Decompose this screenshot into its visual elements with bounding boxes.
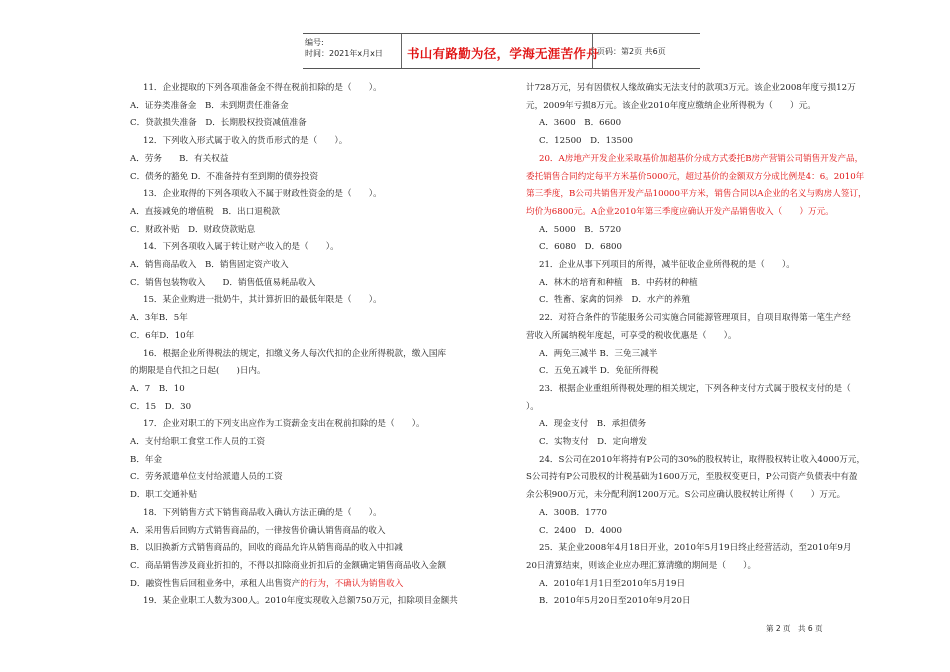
text-line [127,133,487,151]
line-text: A．直接减免的增值税 B．出口退税款 [130,206,281,217]
line-text: 20．A房地产开发企业采取基价加超基价分成方式委托B房产营销公司销售开发产品， [539,153,864,164]
header-divider [592,34,593,68]
text-line [523,452,906,470]
text-line [127,328,487,346]
line-text: 22．对符合条件的节能服务公司实施合同能源管理项目，自项目取得第一笔生产经 [539,313,851,324]
line-text: 21．企业从事下列项目的所得，减半征收企业所得税的是（ ）。 [539,260,795,271]
text-line [523,169,906,187]
line-text: C．实物支付 D．定向增发 [539,437,647,448]
text-line [127,222,487,240]
header-time-label: 时间：2021年x月x日 [305,49,383,58]
text-line [127,204,487,222]
line-text: A．采用售后回购方式销售商品的，一律按售价确认销售商品的收入 [130,525,386,536]
line-text: 13．企业取得的下列各项收入不属于财政性资金的是（ ）。 [143,189,382,200]
text-line [127,186,487,204]
text-line [523,310,906,328]
page-header [303,33,700,69]
text-line [523,523,906,541]
line-text: C．贷款损失准备 D．长期股权投资减值准备 [130,118,307,129]
line-text: C．财政补贴 D．财政贷款贴息 [130,224,256,235]
text-line [127,381,487,399]
text-line [127,576,487,594]
text-line [523,558,906,576]
text-line [127,558,487,576]
header-page-number: 页码：第2页 共6页 [597,47,666,56]
line-text: C．2400 D．4000 [539,525,622,536]
text-line [127,523,487,541]
text-line [523,257,906,275]
line-text: 19．某企业职工人数为300人。2010年度实现收入总额750万元，扣除项目金额共 [143,596,458,607]
line-text: C．劳务派遣单位支付给派遣人员的工资 [130,472,283,483]
text-line [523,98,906,116]
line-text: ）。 [526,401,539,412]
line-text: B．年金 [130,454,163,465]
text-line [523,115,906,133]
text-line [523,151,906,169]
line-text: 第三季度，B公司共销售开发产品10000平方米，销售合同以A企业的名义与购房人签订， [526,189,867,200]
line-text: 元，2009年亏损8万元。该企业2010年度应缴纳企业所得税为（ ）元。 [526,100,816,111]
right-column [523,80,906,611]
text-line [523,363,906,381]
text-line [127,452,487,470]
line-text: 20日清算结束，则该企业应办理汇算清缴的期间是（ ）。 [526,560,757,571]
text-line [523,381,906,399]
text-line [127,469,487,487]
line-text: A．2010年1月1日至2010年5月19日 [539,578,686,589]
highlighted-text: 的行为，不确认为销售收入 [300,578,404,589]
text-line [127,346,487,364]
header-number-label: 编号: [305,38,324,47]
line-text: 均价为6800元。A企业2010年第三季度应确认开发产品销售收入（ ）万元。 [526,206,834,217]
text-line [523,416,906,434]
line-text: A．林木的培育和种植 B．中药材的种植 [539,277,698,288]
text-line [523,576,906,594]
text-line [523,133,906,151]
line-text: C．五免五减半 D．免征所得税 [539,366,659,377]
text-line [127,169,487,187]
line-text: D．融资性售后回租业务中，承租人出售资产 [130,578,301,589]
text-line [523,239,906,257]
line-text: 11．企业提取的下列各项准备金不得在税前扣除的是（ ）。 [143,83,382,93]
line-text: 余公积900万元，未分配利润1200万元。S公司应确认股权转让所得（ ）万元。 [526,490,846,501]
line-text: C．6080 D．6800 [539,242,622,253]
text-line [127,115,487,133]
text-line [523,204,906,222]
line-text: B．2010年5月20日至2010年9月20日 [539,596,691,607]
text-line [127,593,487,611]
text-line [523,186,906,204]
line-text: C．12500 D．13500 [539,136,633,147]
text-line [127,487,487,505]
text-line [127,416,487,434]
text-line [523,540,906,558]
text-line [127,257,487,275]
page-footer: 第 2 页 共 6 页 [766,624,823,633]
line-text: 18．下列销售方式下销售商品收入确认方法正确的是（ ）。 [143,507,382,518]
line-text: 16．根据企业所得税法的规定，扣缴义务人每次代扣的企业所得税款，缴入国库 [143,348,447,359]
text-line [127,98,487,116]
line-text: A．劳务 B．有关权益 [130,153,229,164]
text-line [523,505,906,523]
text-line [127,540,487,558]
line-text: A．证券类准备金 B．未到期责任准备金 [130,100,289,111]
line-text: 17．企业对职工的下列支出应作为工资薪金支出在税前扣除的是（ ）。 [143,419,425,430]
header-divider [401,34,402,68]
line-text: B．以旧换新方式销售商品的，回收的商品允许从销售商品的收入中扣减 [130,543,403,554]
line-text: A．现金支付 B．承担债务 [539,419,647,430]
text-line [523,222,906,240]
text-line [127,434,487,452]
text-line [127,239,487,257]
line-text: A．两免三减半 B．三免三减半 [539,348,658,359]
line-text: 的期限是自代扣之日起( )日内。 [130,366,266,377]
header-info [305,37,383,59]
text-line [127,292,487,310]
line-text: A．销售商品收入 B．销售固定资产收入 [130,260,289,271]
line-text: 14．下列各项收入属于转让财产收入的是（ ）。 [143,242,339,253]
text-line [523,469,906,487]
line-text: A．7 B．10 [130,383,185,394]
text-line [127,399,487,417]
header-motto: 书山有路勤为径，学海无涯苦作舟 [407,46,600,61]
text-line [523,487,906,505]
line-text: C．债务的豁免 D．不准备持有至到期的债券投资 [130,171,319,182]
text-line [127,505,487,523]
line-text: A．支付给职工食堂工作人员的工资 [130,437,266,448]
line-text: 营收入所属纳税年度起，可享受的税收优惠是（ ）。 [526,330,737,341]
text-line [523,399,906,417]
text-line [523,328,906,346]
text-line [127,275,487,293]
text-line [523,275,906,293]
text-line [127,363,487,381]
line-text: 23．根据企业重组所得税处理的相关规定，下列各种支付方式属于股权支付的是（ [539,383,851,394]
line-text: 委托销售合同约定每平方米基价5000元，超过基价的金额双方分成比例是4：6。2010年 [526,171,865,182]
line-text: A．300B．1770 [539,507,607,518]
text-line [523,346,906,364]
line-text: A．3年B．5年 [130,313,188,324]
line-text: C．6年D．10年 [130,330,195,341]
line-text: C．15 D．30 [130,401,192,412]
text-line [127,310,487,328]
line-text: S公司持有P公司股权的计税基础为1600万元，至股权变更日，P公司资产负债表中有盈 [526,472,858,483]
line-text: 计728万元，另有因债权人缘故确实无法支付的款项3万元。该企业2008年度亏损12万 [526,83,856,93]
line-text: C．销售包装物收入 D．销售低值易耗品收入 [130,277,316,288]
text-line [127,80,487,98]
line-text: D．职工交通补贴 [130,490,198,501]
text-line [523,292,906,310]
text-line [523,80,906,98]
left-column [127,80,487,611]
line-text: C．商品销售涉及商业折扣的，不得以扣除商业折扣后的金额确定销售商品收入金额 [130,560,446,571]
line-text: 25．某企业2008年4月18日开业，2010年5月19日终止经营活动，至2010年9月 [539,543,852,554]
line-text: A．5000 B．5720 [539,224,622,235]
line-text: 15．某企业购进一批奶牛，其计算折旧的最低年限是（ ）。 [143,295,382,306]
text-line [523,434,906,452]
line-text: C．牲畜、家禽的饲养 D．水产的养殖 [539,295,690,306]
text-line [523,593,906,611]
text-line [127,151,487,169]
line-text: A．3600 B．6600 [539,118,622,129]
line-text: 24．S公司在2010年将持有P公司的30%的股权转让，取得股权转让收入4000万元， [539,454,866,465]
line-text: 12．下列收入形式属于收入的货币形式的是（ ）。 [143,136,348,147]
